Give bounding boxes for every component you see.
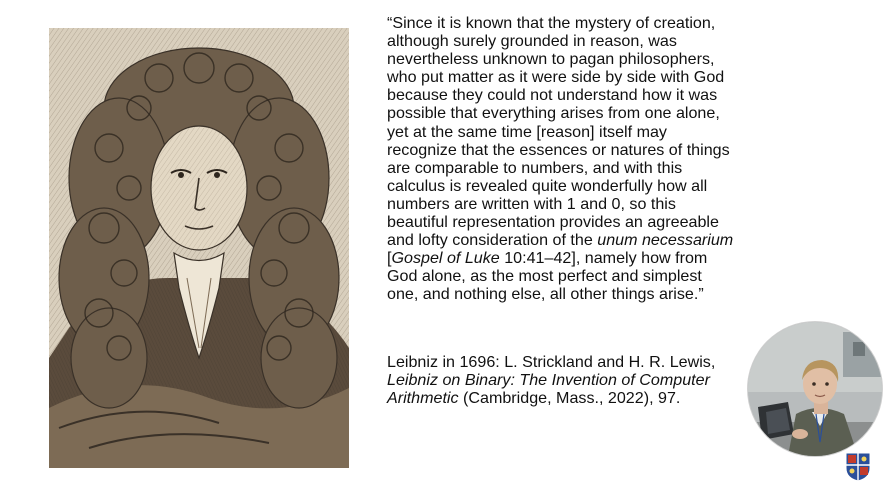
quote-bracket: [ <box>387 249 392 268</box>
quote-text: and lofty consideration of the <box>387 231 598 250</box>
citation-line: Leibniz in 1696: L. Strickland and H. R. Lewis, <box>387 353 716 371</box>
citation-line <box>387 389 787 407</box>
citation-publication: (Cambridge, Mass., 2022), 97. <box>458 389 681 408</box>
quote-line: who put matter as it were side by side with God <box>387 68 725 87</box>
quote-italic-gospel: Gospel of Luke <box>391 249 500 268</box>
quote-line: although surely grounded in reason, was <box>387 32 677 51</box>
citation-book-title: Leibniz on Binary: The Invention of Computer <box>387 371 710 390</box>
citation-book-title-end: Arithmetic <box>387 389 459 408</box>
university-crest-logo <box>845 452 871 482</box>
quote-line: yet at the same time [reason] itself may <box>387 122 667 141</box>
quote-line: possible that everything arises from one alone, <box>387 104 720 123</box>
quote-line: recognize that the essences or natures of things <box>387 140 730 159</box>
quote-line: “Since it is known that the mystery of creation, <box>387 14 716 32</box>
quote-line <box>387 231 807 249</box>
quote-line <box>387 249 807 267</box>
quote-line: calculus is revealed quite wonderfully how all <box>387 176 708 195</box>
quote-line: nevertheless unknown to pagan philosophers, <box>387 50 715 69</box>
citation <box>387 353 787 407</box>
quote-line: numbers are written with 1 and 0, so this <box>387 194 676 213</box>
quote-line: beautiful representation provides an agreeable <box>387 213 719 232</box>
quote-text: 10:41–42], namely how from <box>499 249 708 268</box>
citation-line <box>387 371 787 389</box>
quote-line: because they could not understand how it was <box>387 86 718 105</box>
quote-line: God alone, as the most perfect and simplest <box>387 267 702 286</box>
quote-italic-term: unum necessarium <box>597 231 734 250</box>
quote-line: one, and nothing else, all other things arise.” <box>387 285 704 304</box>
quote-line: are comparable to numbers, and with this <box>387 158 683 177</box>
presenter-webcam-video <box>748 322 882 456</box>
leibniz-portrait-engraving <box>49 28 349 468</box>
leibniz-quote <box>387 14 807 304</box>
